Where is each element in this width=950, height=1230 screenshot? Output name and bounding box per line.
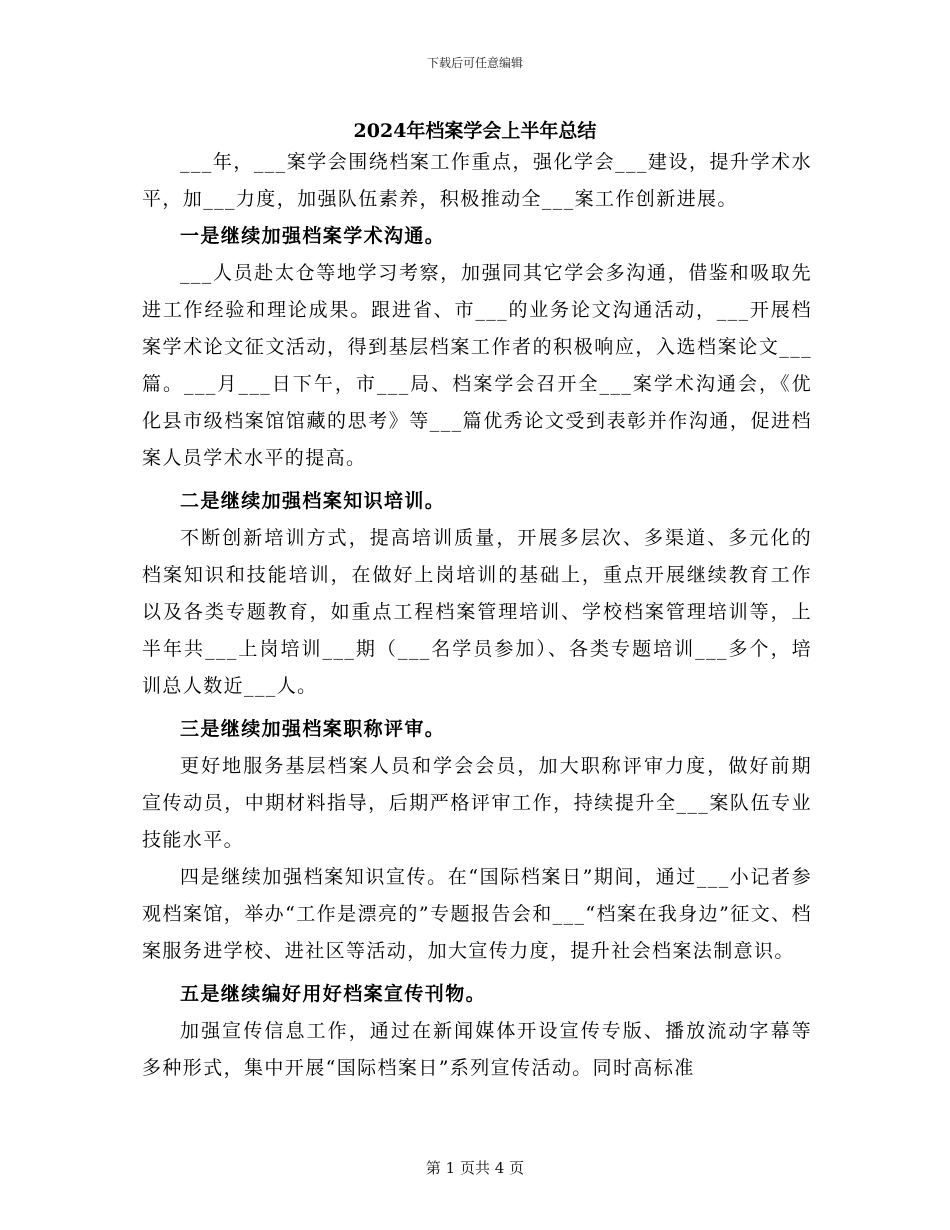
intro-paragraph: ___年，___案学会围绕档案工作重点，强化学会___建设，提升学术水平，加___力度，加强队伍素养，积极推动全___案工作创新进展。: [142, 151, 812, 210]
section-paragraph: 不断创新培训方式，提高培训质量，开展多层次、多渠道、多元化的档案知识和技能培训，在做好上岗培训的基础上，重点开展继续教育工作以及各类专题教育，如重点工程档案管理培训、学校档案管理培训等，上半年共___上岗培训___期（___名学员参加）、各类专题培训___多个，培训总人数近___人。: [142, 527, 812, 697]
section-four-paragraph: 四是继续加强档案知识宣传。在“国际档案日”期间，通过___小记者参观档案馆，举办“工作是漂亮的”专题报告会和___“档案在我身边”征文、档案服务进学校、进社区等活动，加大宣传力度，提升社会档案法制意识。: [142, 866, 812, 962]
section-heading: 五是继续编好用好档案宣传刊物。: [180, 983, 487, 1005]
section-paragraph: ___人员赴太仓等地学习考察，加强同其它学会多沟通，借鉴和吸取先进工作经验和理论成果。跟进省、市___的业务论文沟通活动，___开展档案学术论文征文活动，得到基层档案工作者的积极响应，入选档案论文___篇。___月___日下午，市___局、档案学会召开全___案学术沟通会，《优化县市级档案馆馆藏的思考》等___篇优秀论文受到表彰并作沟通，促进档案人员学术水平的提高。: [142, 262, 812, 469]
section-heading: 三是继续加强档案职称评审。: [180, 718, 446, 740]
section-paragraph: 加强宣传信息工作，通过在新闻媒体开设宣传专版、播放流动字幕等多种形式，集中开展“国际档案日”系列宣传活动。同时高标准: [142, 1020, 812, 1079]
page-number: 第 1 页共 4 页: [425, 1159, 525, 1177]
section-heading: 一是继续加强档案学术沟通。: [180, 225, 446, 247]
section-paragraph: 更好地服务基层档案人员和学会会员，加大职称评审力度，做好前期宣传动员，中期材料指导，后期严格评审工作，持续提升全___案队伍专业技能水平。: [142, 755, 812, 851]
document-title: 2024年档案学会上半年总结: [353, 120, 597, 142]
section-heading: 二是继续加强档案知识培训。: [180, 490, 446, 512]
document-body: [142, 144, 812, 1087]
page-header-note: 下载后可任意编辑: [426, 56, 523, 70]
